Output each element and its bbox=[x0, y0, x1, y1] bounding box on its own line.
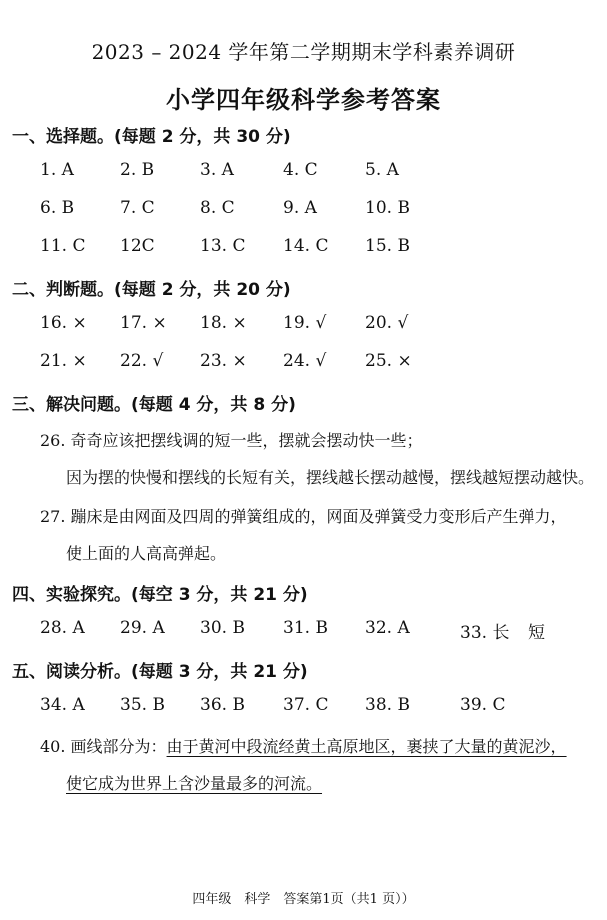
answer-item: 3. A bbox=[200, 160, 234, 180]
answer-item: 18. × bbox=[200, 313, 247, 333]
answer-item: 32. A bbox=[365, 618, 410, 638]
answer-27-line2: 使上面的人高高弹起。 bbox=[66, 544, 227, 563]
section-heading-reading: 五、阅读分析。(每题 3 分，共 21 分) bbox=[12, 662, 308, 682]
answer-item: 2. B bbox=[120, 160, 155, 180]
answer-item: 21. × bbox=[40, 351, 87, 371]
answer-item: 28. A bbox=[40, 618, 85, 638]
answer-item: 36. B bbox=[200, 695, 245, 715]
exam-title: 2023 – 2024 学年第二学期期末学科素养调研 bbox=[91, 40, 516, 64]
section-heading-judgement: 二、判断题。(每题 2 分，共 20 分) bbox=[12, 280, 291, 300]
answer-item: 9. A bbox=[283, 198, 317, 218]
answer-item: 33. 长 bbox=[460, 623, 510, 643]
answer-26-line1: 26. 奇奇应该把摆线调的短一些，摆就会摆动快一些； bbox=[40, 431, 423, 450]
answer-item: 4. C bbox=[283, 160, 318, 180]
answer-item: 38. B bbox=[365, 695, 410, 715]
answer-item: 8. C bbox=[200, 198, 235, 218]
answer-item: 16. × bbox=[40, 313, 87, 333]
answer-item: 23. × bbox=[200, 351, 247, 371]
answer-item: 22. √ bbox=[120, 351, 164, 371]
answer-item: 30. B bbox=[200, 618, 245, 638]
section-heading-experiment: 四、实验探究。(每空 3 分，共 21 分) bbox=[12, 585, 308, 605]
answer-key-title: 小学四年级科学参考答案 bbox=[166, 85, 441, 114]
answer-item: 31. B bbox=[283, 618, 328, 638]
answer-item: 15. B bbox=[365, 236, 410, 256]
answer-item: 25. × bbox=[365, 351, 412, 371]
answer-item: 39. C bbox=[460, 695, 506, 715]
answer-40-line1 bbox=[40, 734, 567, 757]
answer-item: 19. √ bbox=[283, 313, 327, 333]
answer-item: 20. √ bbox=[365, 313, 409, 333]
answer-item: 6. B bbox=[40, 198, 75, 218]
answer-item: 29. A bbox=[120, 618, 165, 638]
answer-item: 24. √ bbox=[283, 351, 327, 371]
section-heading-problem-solving: 三、解决问题。(每题 4 分，共 8 分) bbox=[12, 395, 296, 415]
answer-item: 34. A bbox=[40, 695, 85, 715]
answer-item: 短 bbox=[528, 623, 545, 643]
answer-item: 10. B bbox=[365, 198, 410, 218]
underlined-passage: 由于黄河中段流经黄土高原地区，裹挟了大量的黄泥沙， bbox=[166, 737, 567, 756]
section-heading-choice: 一、选择题。(每题 2 分，共 30 分) bbox=[12, 127, 291, 147]
answer-item: 1. A bbox=[40, 160, 74, 180]
answer-26-line2: 因为摆的快慢和摆线的长短有关，摆线越长摆动越慢，摆线越短摆动越快。 bbox=[66, 468, 595, 487]
answer-item: 37. C bbox=[283, 695, 329, 715]
page-footer: 四年级 科学 答案第1页（共1 页）） bbox=[192, 892, 415, 907]
underlined-passage: 使它成为世界上含沙量最多的河流。 bbox=[66, 774, 323, 793]
answer-item: 5. A bbox=[365, 160, 399, 180]
answer-item: 12C bbox=[120, 236, 155, 256]
answer-40-prefix: 40. 画线部分为： bbox=[40, 737, 167, 756]
answer-40-line2 bbox=[66, 771, 322, 794]
answer-27-line1: 27. 蹦床是由网面及四周的弹簧组成的，网面及弹簧受力变形后产生弹力， bbox=[40, 507, 567, 526]
answer-item: 14. C bbox=[283, 236, 329, 256]
answer-item: 17. × bbox=[120, 313, 167, 333]
answer-item: 35. B bbox=[120, 695, 165, 715]
answer-item: 11. C bbox=[40, 236, 86, 256]
answer-item: 13. C bbox=[200, 236, 246, 256]
answer-item: 7. C bbox=[120, 198, 155, 218]
